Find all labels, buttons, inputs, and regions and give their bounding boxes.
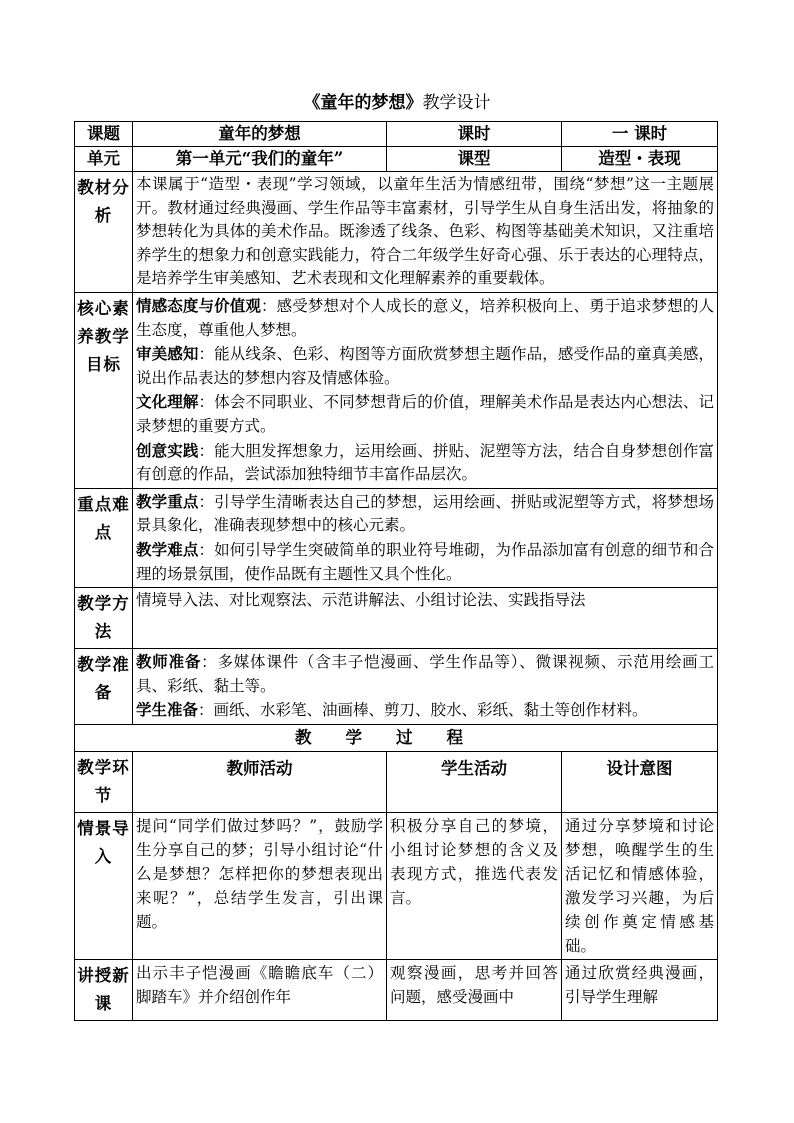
key-point-text: 引导学生清晰表达自己的梦想，运用绘画、拼贴或泥塑等方式，将梦想场景具象化，准确表现梦想中的核心元素。 bbox=[136, 492, 714, 535]
key-point-item: 教学难点：如何引导学生突破简单的职业符号堆砌，为作品添加富有创意的细节和合理的场景氛围，使作品既有主题性又具个性化。 bbox=[136, 539, 714, 583]
col-intent: 设计意图 bbox=[562, 751, 718, 812]
key-point-head: 教学难点 bbox=[136, 539, 199, 559]
design-intent: 通过欣赏经典漫画，引导学生理解 bbox=[562, 959, 718, 1020]
prep-head: 学生准备 bbox=[136, 700, 199, 720]
label-period: 课时 bbox=[387, 122, 562, 147]
row-analysis bbox=[75, 172, 718, 293]
goal-head: 情感态度与价值观 bbox=[136, 295, 261, 315]
row-process-heading bbox=[75, 724, 718, 751]
label-type: 课型 bbox=[387, 147, 562, 172]
goal-text: 能大胆发挥想象力，运用绘画、拼贴、泥塑等方法，结合自身梦想创作富有创意的作品，尝试添加独特细节丰富作品层次。 bbox=[136, 441, 714, 484]
goal-text: 感受梦想对个人成长的意义，培养积极向上、勇于追求梦想的人生态度，尊重他人梦想。 bbox=[136, 296, 714, 339]
label-key-points: 重点难点 bbox=[75, 488, 133, 587]
label-goals: 核心素养教学目标 bbox=[75, 292, 133, 488]
key-point-head: 教学重点 bbox=[136, 491, 199, 511]
lesson-plan-table bbox=[74, 121, 718, 1021]
key-point-text: 如何引导学生突破简单的职业符号堆砌，为作品添加富有创意的细节和合理的场景氛围，使作品既有主题性又具个性化。 bbox=[136, 540, 714, 583]
col-teacher: 教师活动 bbox=[133, 751, 387, 812]
value-type: 造型・表现 bbox=[562, 147, 718, 172]
stage-label: 情景导入 bbox=[75, 812, 133, 959]
process-row bbox=[75, 959, 718, 1020]
prep-text: 多媒体课件（含丰子恺漫画、学生作品等）、微课视频、示范用绘画工具、彩纸、黏土等。 bbox=[136, 653, 714, 695]
prep-item: 教师准备：多媒体课件（含丰子恺漫画、学生作品等）、微课视频、示范用绘画工具、彩纸、黏土等。 bbox=[136, 652, 714, 695]
goal-item: 文化理解：体会不同职业、不同梦想背后的价值，理解美术作品是表达内心想法、记录梦想的重要方式。 bbox=[136, 392, 714, 435]
goals-cell bbox=[133, 292, 718, 488]
teacher-activity: 出示丰子恺漫画《瞻瞻底车（二）脚踏车》并介绍创作年 bbox=[133, 959, 387, 1020]
teacher-activity: 提问“同学们做过梦吗？”，鼓励学生分享自己的梦；引导小组讨论“什么是梦想？怎样把你的梦想表现出来呢？”，总结学生发言，引出课题。 bbox=[133, 812, 387, 959]
student-activity: 观察漫画，思考并回答问题，感受漫画中 bbox=[387, 959, 562, 1020]
label-topic: 课题 bbox=[75, 122, 133, 147]
row-prep bbox=[75, 649, 718, 725]
process-heading: 教学过程 bbox=[75, 724, 718, 751]
goal-text: 能从线条、色彩、构图等方面欣赏梦想主题作品，感受作品的童真美感，说出作品表达的梦想内容及情感体验。 bbox=[136, 345, 714, 387]
value-unit: 第一单元“我们的童年” bbox=[133, 147, 387, 172]
text-methods: 情境导入法、对比观察法、示范讲解法、小组讨论法、实践指导法 bbox=[133, 588, 718, 649]
row-methods bbox=[75, 588, 718, 649]
prep-text: 画纸、水彩笔、油画棒、剪刀、胶水、彩纸、黏土等创作材料。 bbox=[213, 701, 648, 720]
value-topic: 童年的梦想 bbox=[133, 122, 387, 147]
goal-head: 审美感知 bbox=[136, 344, 199, 364]
label-methods: 教学方法 bbox=[75, 588, 133, 649]
document-title bbox=[0, 88, 794, 113]
prep-cell bbox=[133, 649, 718, 725]
prep-item: 学生准备：画纸、水彩笔、油画棒、剪刀、胶水、彩纸、黏土等创作材料。 bbox=[136, 700, 648, 720]
key-points-cell bbox=[133, 488, 718, 587]
goal-head: 创意实践 bbox=[136, 440, 199, 460]
row-topic bbox=[75, 122, 718, 147]
label-prep: 教学准备 bbox=[75, 649, 133, 725]
row-unit bbox=[75, 147, 718, 172]
label-analysis: 教材分析 bbox=[75, 172, 133, 293]
design-intent: 通过分享梦境和讨论梦想，唤醒学生的生活记忆和情感体验，激发学习兴趣，为后续创作奠定情感基础。 bbox=[562, 812, 718, 959]
title-bold: 《童年的梦想》 bbox=[303, 93, 423, 113]
prep-head: 教师准备 bbox=[136, 652, 202, 672]
goal-head: 文化理解 bbox=[136, 392, 199, 412]
text-analysis: 本课属于“造型・表现”学习领域，以童年生活为情感纽带，围绕“梦想”这一主题展开。教材通过经典漫画、学生作品等丰富素材，引导学生从自身生活出发，将抽象的梦想转化为具体的美术作品。既渗透了线条、色彩、构图等基础美术知识，又注重培养学生的想象力和创意实践能力，符合二年级学生好奇心强、乐于表达的心理特点，是培养学生审美感知、艺术表现和文化理解素养的重要载体。 bbox=[133, 172, 718, 293]
goal-text: 体会不同职业、不同梦想背后的价值，理解美术作品是表达内心想法、记录梦想的重要方式。 bbox=[136, 393, 714, 435]
goal-item: 情感态度与价值观：感受梦想对个人成长的意义，培养积极向上、勇于追求梦想的人生态度，尊重他人梦想。 bbox=[136, 295, 714, 339]
row-process-columns bbox=[75, 751, 718, 812]
stage-label: 讲授新课 bbox=[75, 959, 133, 1020]
row-goals bbox=[75, 292, 718, 488]
value-period: 一 课时 bbox=[562, 122, 718, 147]
col-student: 学生活动 bbox=[387, 751, 562, 812]
process-row bbox=[75, 812, 718, 959]
label-unit: 单元 bbox=[75, 147, 133, 172]
row-key-points bbox=[75, 488, 718, 587]
key-point-item: 教学重点：引导学生清晰表达自己的梦想，运用绘画、拼贴或泥塑等方式，将梦想场景具象化，准确表现梦想中的核心元素。 bbox=[136, 491, 714, 535]
student-activity: 积极分享自己的梦境，小组讨论梦想的含义及表现方式，推选代表发言。 bbox=[387, 812, 562, 959]
col-stage: 教学环节 bbox=[75, 751, 133, 812]
goal-item: 创意实践：能大胆发挥想象力，运用绘画、拼贴、泥塑等方法，结合自身梦想创作富有创意的作品，尝试添加独特细节丰富作品层次。 bbox=[136, 440, 714, 484]
title-rest: 教学设计 bbox=[422, 93, 491, 113]
goal-item: 审美感知：能从线条、色彩、构图等方面欣赏梦想主题作品，感受作品的童真美感，说出作品表达的梦想内容及情感体验。 bbox=[136, 344, 714, 387]
